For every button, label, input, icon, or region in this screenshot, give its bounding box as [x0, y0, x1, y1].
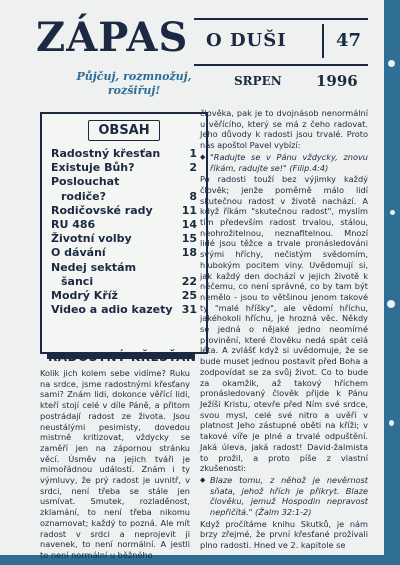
toc-entry — [51, 232, 197, 246]
toc-entry-title: Modrý Kříž — [51, 289, 118, 303]
toc-entry — [51, 246, 197, 260]
article-paragraph: Když pročítáme knihu Skutků, je nám brzy zřejmé, že první křesťané prožívali plno radosti. Hned ve 2. kapitole se — [200, 518, 368, 551]
bible-quote: ◆ Blaze tomu, z něhož je nevěrnost sňata, jehož hřích je přikryt. Blaze člověku, jemuž Hospodin nepravost nepřičítá." (Žalm 32:1-2) — [200, 475, 368, 518]
toc-heading: OBSAH — [88, 120, 160, 141]
toc-entry-title: Video a adio kazety — [51, 303, 173, 317]
toc-entry-page: 11 — [181, 203, 197, 217]
toc-entry-title: O dávání — [51, 246, 106, 260]
toc-entry-title: Existuje Bůh? — [51, 161, 135, 175]
article-paragraph: člověka, pak je to dvojnásob nenormální u věřícího, který se má z čeho radovat. Jeho důvody k radosti jsou trvalé. Proto nás apoštol Pavel vybízí: — [200, 108, 368, 151]
bible-quote: ◆ "Radujte se v Pánu vždycky, znovu říkám, radujte se!" (Filip.4:4) — [200, 152, 368, 173]
article-column-left — [40, 368, 190, 561]
toc-entry — [51, 303, 197, 317]
toc-entry — [51, 204, 197, 218]
toc-entry-title: Nedej sektám — [51, 260, 137, 274]
toc-entry — [51, 175, 197, 189]
toc-entry-page: 14 — [181, 218, 197, 232]
toc-entry-page: 8 — [189, 189, 197, 203]
toc-entry-title: Životní volby — [51, 232, 132, 246]
issue-year: 1996 — [316, 72, 358, 90]
toc-entry — [51, 161, 197, 175]
toc-entry-page: 22 — [181, 274, 197, 288]
toc-entry-page: 2 — [189, 161, 197, 175]
toc-entry-title: rodiče? — [61, 189, 106, 203]
toc-entry — [51, 261, 197, 275]
toc-entry-page: 18 — [181, 246, 197, 260]
toc-entry-page — [193, 175, 197, 189]
article-column-right — [200, 108, 368, 551]
toc-entry-title: Rodičovské rady — [51, 203, 153, 217]
table-of-contents — [40, 112, 208, 354]
toc-entry-title: Poslouchat — [51, 175, 120, 189]
masthead-motto: Půjčuj, rozmnožuj, rozšiřuj! — [76, 70, 192, 97]
toc-entry-page — [193, 261, 197, 275]
masthead-logo: ZÁPAS — [36, 14, 189, 61]
toc-entry-title: Radostný křesťan — [51, 147, 161, 160]
toc-entry — [51, 275, 197, 289]
toc-entry-title: šanci — [61, 274, 94, 288]
title-divider — [322, 24, 324, 58]
toc-entry-title: RU 486 — [51, 218, 96, 232]
toc-entry — [51, 218, 197, 232]
article-paragraph: Po radosti touží bez výjimky každý člověk; jenže poměrně málo lidí skutečnou radost v životě nachází. A když říkám "skutečnou radost", myslím tím především radost trvalou, stálou, neohrožitelnou, neznafitelnou. Mnozí lidé jsou těžce a trvale pronásledováni svými hříchy, nečistým svědomím, hlubokým pocitem viny. Uvědomují si, jak každý den dochází v jejich životě k něčemu, co není správné, co by tam být nemělo - jsou to většinou jenom takové ty "malé hříšky", ale vědomí hříchu, jakéhokoli hříchu, je hrozná věc. Někdy se jedná o nějaké jedno neomírné provinění, které člověku nedá spát celá léta. A zvlášť když si uvědomuje, že se bude muset jednou postavit před Boha a zodpovídat se za svůj život. Co to bude za okamžik, až takový hříchem pronásledovaný člověk přijde k Pánu Ježíši Kristu, otevře před Ním své srdce, svou mysl, celé své nitro a uvěří v platnost Jeho zástupné oběti na kříži; v takové víře je plné a trvalé odpuštění. Jaká úleva, jaká radost! David-žalmista to prožil, a proto píše z vlastní zkušenosti: — [200, 174, 368, 474]
article-title: RADOSTNÝ KŘESŤAN — [48, 350, 197, 364]
issue-month: SRPEN — [234, 74, 282, 88]
toc-entry-page: 25 — [181, 289, 197, 303]
toc-entry-page: 1 — [189, 147, 197, 160]
torn-cover-edge — [384, 0, 400, 565]
toc-list — [51, 147, 197, 317]
toc-entry — [51, 147, 197, 161]
toc-entry — [51, 190, 197, 204]
issue-number: 47 — [336, 30, 362, 51]
article-paragraph: Kolik jich kolem sebe vidíme? Ruku na srdce, jsme radostnými křesťany sami? Znám lidi, dokonce věřící lidi, kteří stojí celé v díle Páně, a přitom postrádají radost ze života. Jsou neustálými pesimisty, dovedou mistrně kritizovat, vždycky se zaměří jen na zápornou stránku věcí. Úsměv na jejich tváři je mimořádnou událostí. Znám i ty výmluvy, že prý radost je uvnitř, v srdci, není třeba se stále jen usmívat. Smutek, rozladěnost, zklamání, to není třeba nikomu oznamovat; každý to pozná. Ale mít radost v srdci a neprojevit ji navenek, to není normální. A jestli to není normální u běžného — [40, 368, 190, 560]
toc-entry — [51, 289, 197, 303]
toc-entry-page: 15 — [181, 232, 197, 246]
masthead-subtitle: O DUŠI — [206, 30, 287, 51]
toc-entry-page: 31 — [181, 303, 197, 317]
